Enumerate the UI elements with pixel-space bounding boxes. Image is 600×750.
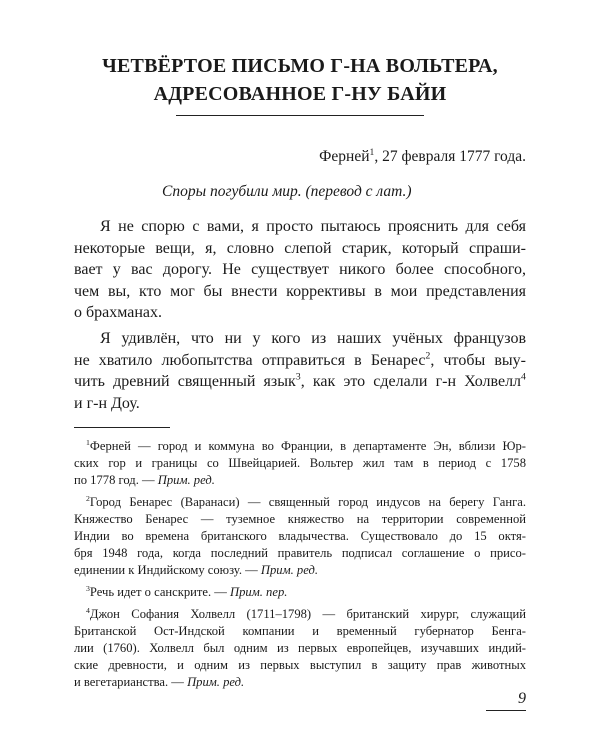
footnote-2 — [74, 494, 526, 579]
footnote-line — [74, 584, 526, 601]
footnotes — [74, 438, 526, 696]
footnote-note: Прим. ред. — [157, 473, 215, 487]
footnote-text: единении к Индийскому союзу. — — [74, 563, 261, 577]
footnote-ref-4: 4 — [521, 371, 526, 383]
footnote-text: и вегетарианства. — — [74, 675, 188, 689]
paragraph-1-line: Я не спорю с вами, я просто пытаюсь прояснить для себя — [100, 218, 526, 235]
footnote-note: Прим. ред. — [187, 675, 245, 689]
paragraph-2-line — [74, 350, 526, 372]
footnote-line — [74, 494, 526, 511]
footnote-line: Княжество Бенарес — туземное княжество на территории современной — [74, 512, 526, 526]
paragraph-2-text: , как это сделали г-н Холвелл — [300, 373, 522, 391]
footnote-line — [74, 674, 526, 691]
title-underline — [176, 115, 424, 116]
footnote-line — [74, 606, 526, 623]
page-number: 9 — [518, 690, 526, 707]
footnote-note: Прим. пер. — [230, 585, 288, 599]
footnote-3 — [74, 584, 526, 601]
footnote-line — [74, 438, 526, 455]
footnote-mark: 2 — [86, 493, 90, 503]
footnote-text: Ферней — город и коммуна во Франции, в департаменте Эн, вблизи Юр- — [89, 439, 526, 453]
footnote-mark: 4 — [86, 605, 90, 615]
footnote-line: ских гор и границы со Швейцарией. Вольтер жил там в период с 1758 — [74, 456, 526, 470]
paragraph-2-line: Я удивлён, что ни у кого из наших учёных французов — [100, 329, 526, 347]
footnote-mark: 1 — [86, 437, 90, 447]
footnote-line — [74, 472, 526, 489]
footnote-ref-3: 3 — [295, 371, 301, 383]
footnote-ref-1: 1 — [369, 146, 375, 158]
footnote-text: Речь идет о санскрите. — — [89, 585, 231, 599]
footnote-4 — [74, 606, 526, 691]
paragraph-1-line: чем вы, кто мог бы внести коррективы в мои представления — [74, 282, 526, 300]
paragraph-2-line: и г-н Доу. — [74, 394, 140, 412]
paragraph-1-line: вает у вас дорогу. Не существует никого более способного, — [74, 261, 526, 279]
paragraph-1 — [74, 216, 526, 324]
chapter-title-line-1: ЧЕТВЁРТОЕ ПИСЬМО Г-НА ВОЛЬТЕРА, — [102, 55, 498, 77]
paragraph-2 — [74, 328, 526, 414]
letter-dateline — [319, 148, 526, 166]
footnote-line: Индии во времена британского владычества. Существовало до 15 октя- — [74, 529, 526, 543]
letter-body — [74, 216, 526, 414]
footnote-mark: 3 — [86, 583, 90, 593]
paragraph-1-line: некоторые вещи, я, словно слепой старик, который спраши- — [74, 239, 526, 257]
chapter-title — [0, 52, 600, 108]
paragraph-1-line: о брахманах. — [74, 304, 163, 322]
footnote-note: Прим. ред. — [260, 563, 319, 577]
dateline-place: Ферней — [319, 148, 370, 165]
chapter-title-line-2: АДРЕСОВАННОЕ Г-НУ БАЙИ — [153, 83, 447, 105]
footnote-text: Джон Софания Холвелл (1711–1798) — британский хирург, служащий — [89, 607, 526, 621]
footnote-text: по 1778 год. — — [74, 473, 158, 487]
paragraph-2-text: чить древний священный язык — [74, 373, 296, 391]
epigraph: Споры погубили мир. (перевод с лат.) — [162, 183, 412, 200]
footnote-line: Британской Ост-Индской компании и временный губернатор Бенга- — [74, 624, 526, 638]
footnote-line: лии (1760). Холвелл был одним из первых европейцев, изучавших индий- — [74, 641, 526, 655]
footnote-separator — [74, 427, 170, 428]
footnote-text: Город Бенарес (Варанаси) — священный город индусов на берегу Ганга. — [89, 495, 526, 509]
footnote-ref-2: 2 — [425, 350, 431, 362]
dateline-date: , 27 февраля 1777 года. — [374, 148, 526, 165]
paragraph-2-text: не хватило любопытства отправиться в Бенарес — [74, 351, 426, 369]
footnote-line — [74, 562, 526, 579]
footnote-line: ские древности, и одним из первых выступил в защиту прав животных — [74, 658, 526, 672]
paragraph-2-text: , чтобы выу- — [430, 351, 526, 369]
paragraph-2-line — [74, 371, 526, 393]
footnote-line: бря 1948 года, когда последний правитель подписал соглашение о присо- — [74, 546, 526, 560]
page-number-rule — [486, 710, 526, 711]
footnote-1 — [74, 438, 526, 489]
